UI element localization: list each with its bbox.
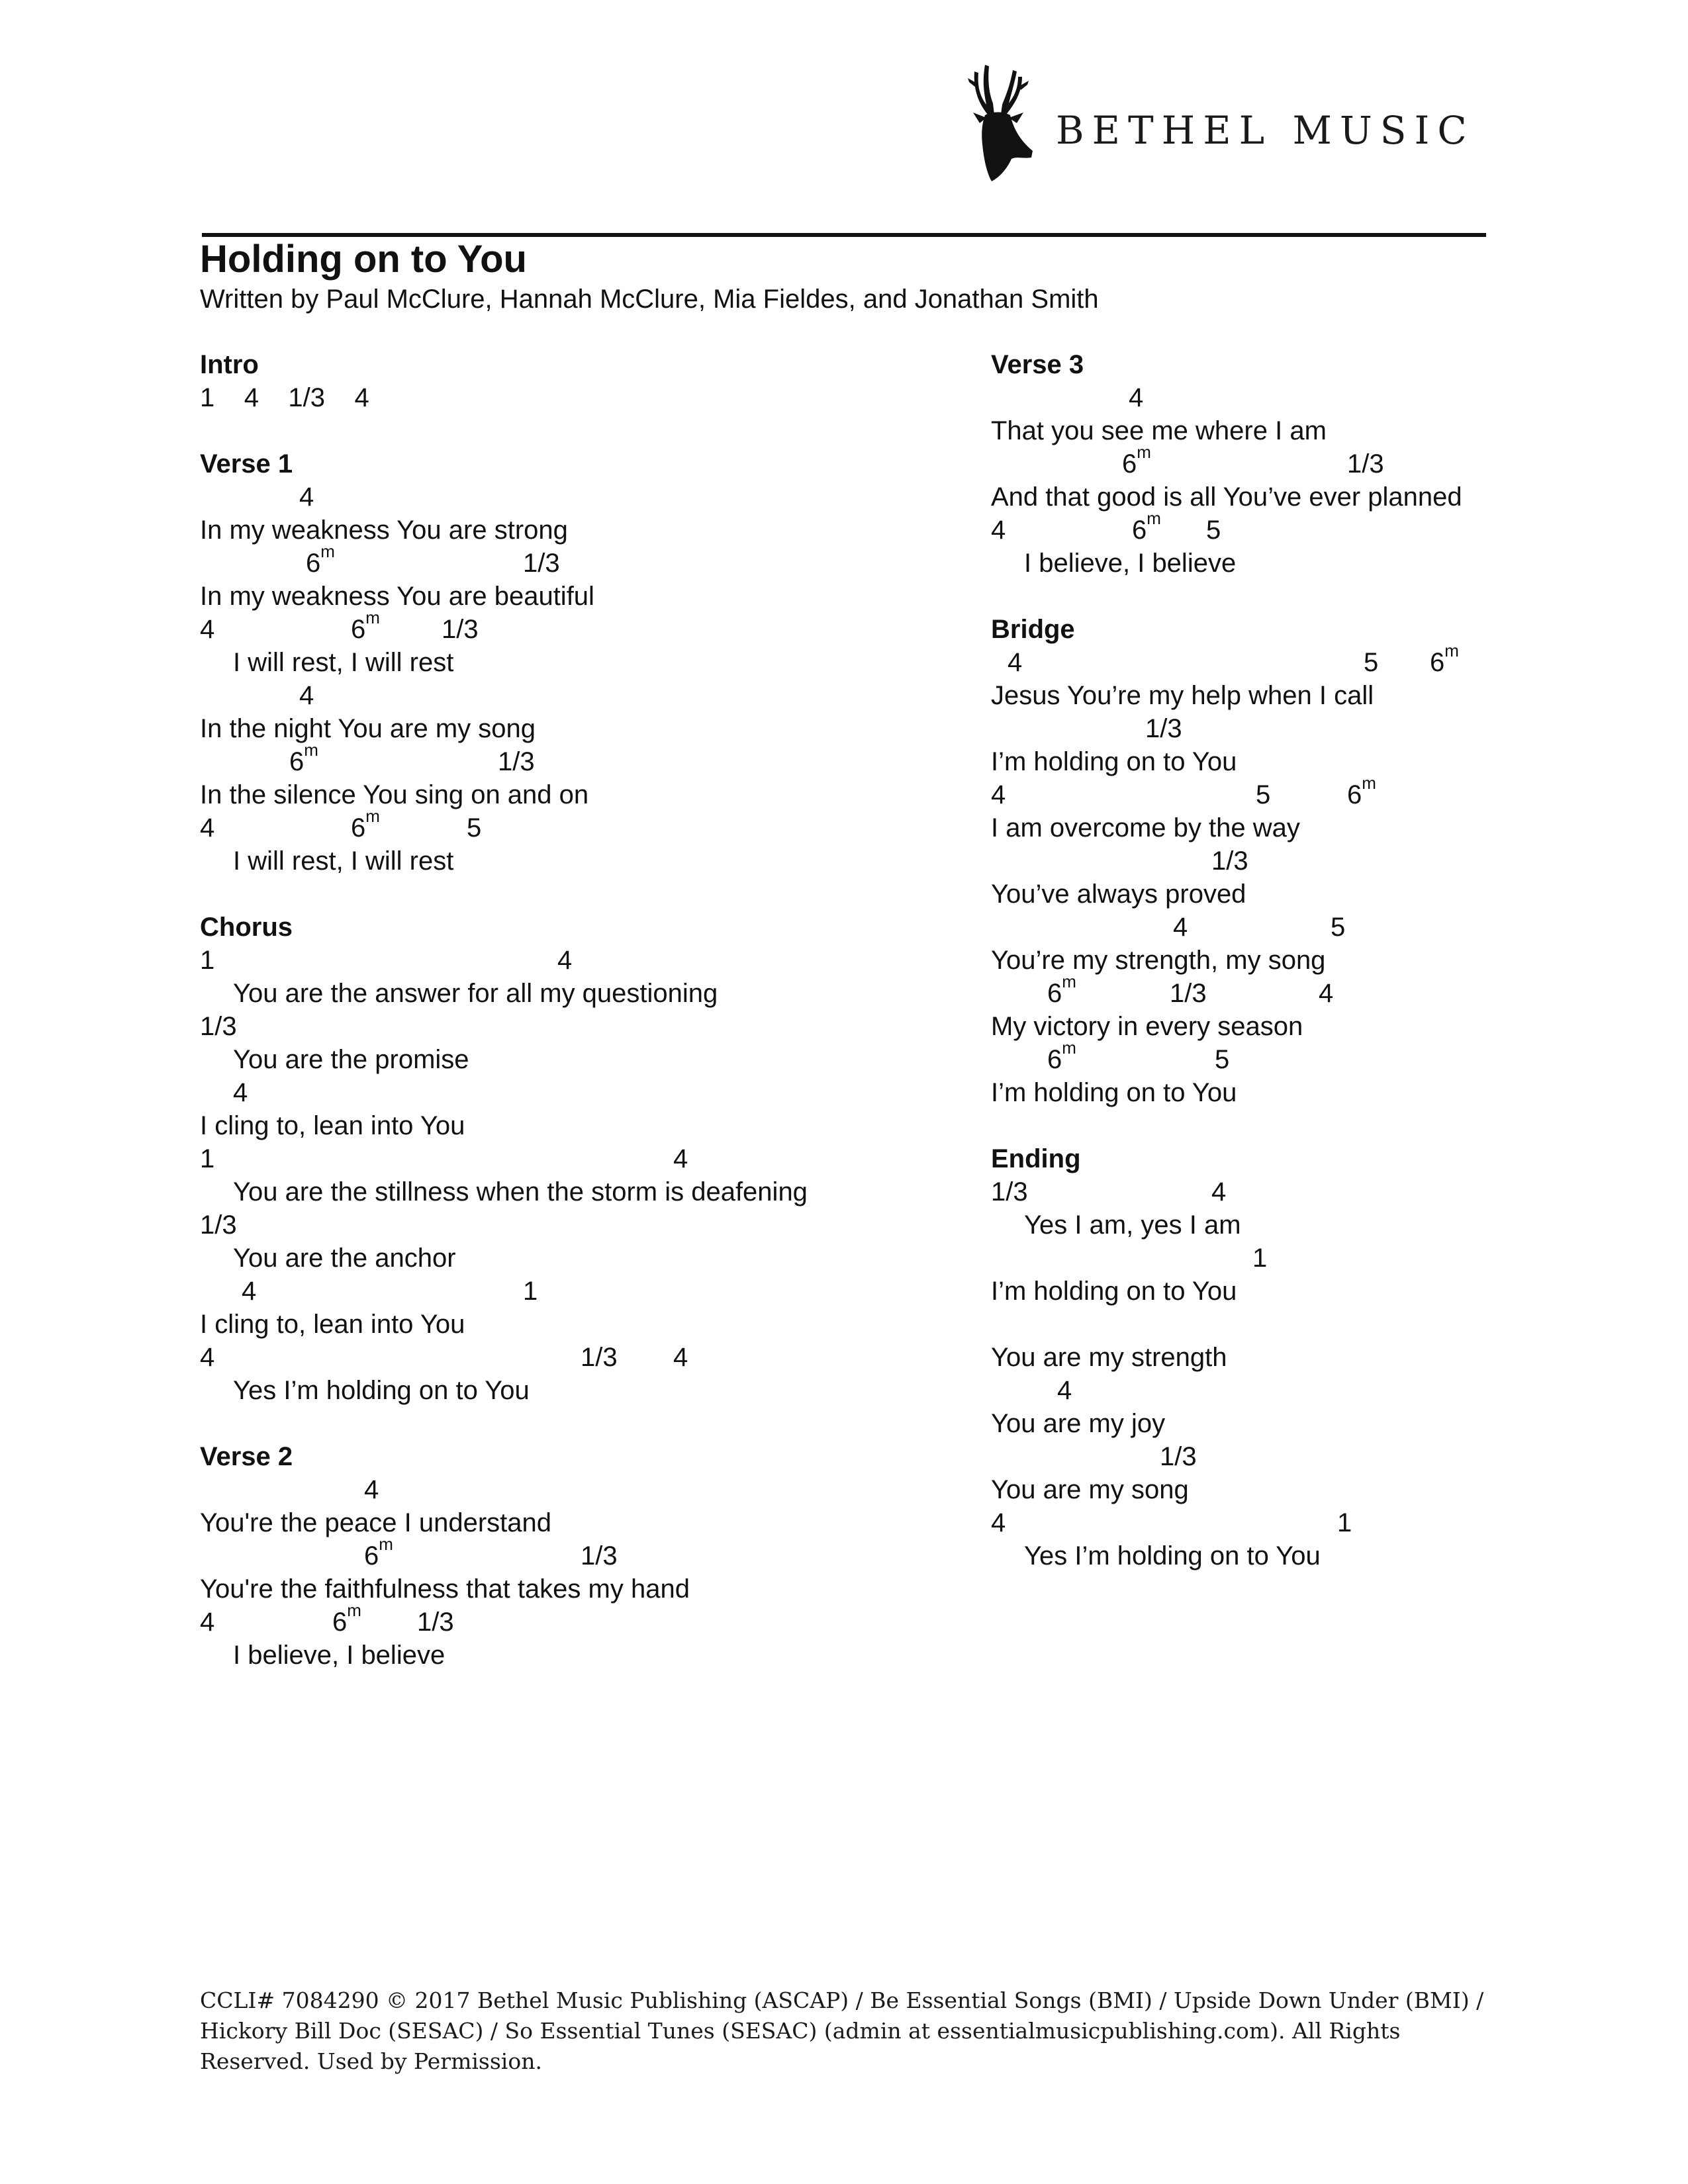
- lyric-line: You are my joy: [991, 1409, 1166, 1438]
- chord: 1/3: [523, 549, 560, 578]
- minor-mark: m: [1062, 1038, 1076, 1058]
- minor-mark: m: [1444, 641, 1459, 660]
- chord: 4: [1211, 1177, 1227, 1206]
- lyric-line: You're the faithfulness that takes my hand: [200, 1574, 690, 1604]
- chord: 4: [1057, 1376, 1072, 1405]
- chord: 1/3: [1347, 449, 1384, 478]
- chord: 4: [364, 1475, 379, 1504]
- lyric-line: I’m holding on to You: [991, 747, 1237, 776]
- chord: 1/3: [1160, 1442, 1197, 1471]
- minor-mark: m: [1062, 972, 1076, 991]
- chord: 1/3: [1170, 979, 1207, 1008]
- chord: 6$^m$: [1132, 508, 1161, 545]
- chord: 6$^m$: [289, 740, 318, 776]
- intro-chords: 1 4 1/3 4: [200, 383, 369, 412]
- minor-mark: m: [365, 608, 380, 627]
- lyric-line: You are the stillness when the storm is deafening: [233, 1177, 808, 1206]
- minor-mark: m: [379, 1534, 393, 1554]
- chord: 6$^m$: [351, 806, 380, 842]
- section-heading-ending: Ending: [991, 1144, 1081, 1173]
- chord: 4: [200, 813, 215, 842]
- lyric-line: I will rest, I will rest: [233, 648, 454, 677]
- lyric-line: I will rest, I will rest: [233, 846, 454, 876]
- lyric-line: And that good is all You’ve ever planned: [991, 482, 1462, 512]
- chord: 4: [299, 681, 314, 710]
- chord: 6$^m$: [1122, 442, 1151, 478]
- lyric-line: Yes I’m holding on to You: [1024, 1541, 1321, 1570]
- chord: 6$^m$: [306, 541, 335, 578]
- minor-mark: m: [347, 1600, 361, 1620]
- lyric-line: You're the peace I understand: [200, 1508, 552, 1537]
- minor-mark: m: [1137, 442, 1151, 462]
- chord: 4: [557, 946, 573, 975]
- chord: 4: [200, 1608, 215, 1637]
- chord: 5: [1215, 1045, 1230, 1074]
- lyric-line: I’m holding on to You: [991, 1078, 1237, 1107]
- chord: 1/3: [417, 1608, 454, 1637]
- chord: 5: [1256, 780, 1271, 809]
- song-credits: Written by Paul McClure, Hannah McClure, Mia Fieldes, and Jonathan Smith: [200, 285, 1099, 314]
- chord: 1/3: [200, 1210, 237, 1240]
- minor-mark: m: [1362, 773, 1376, 793]
- lyric-line: I am overcome by the way: [991, 813, 1300, 842]
- chord: 1/3: [991, 1177, 1028, 1206]
- section-heading-bridge: Bridge: [991, 615, 1075, 644]
- chord: 1/3: [1145, 714, 1182, 743]
- chord: 4: [1319, 979, 1334, 1008]
- chord: 6$^m$: [1347, 773, 1376, 809]
- chord: 1: [1337, 1508, 1352, 1537]
- minor-mark: m: [320, 541, 335, 561]
- minor-mark: m: [304, 740, 318, 760]
- section-heading-verse2: Verse 2: [200, 1442, 293, 1471]
- chord: 4: [242, 1277, 257, 1306]
- lyric-line: You are the anchor: [233, 1244, 456, 1273]
- chord: 5: [1364, 648, 1379, 677]
- lyric-line: You are the answer for all my questioning: [233, 979, 718, 1008]
- lyric-line: Yes I am, yes I am: [1024, 1210, 1241, 1240]
- lyric-line: You are the promise: [233, 1045, 469, 1074]
- lyric-line: In my weakness You are strong: [200, 516, 568, 545]
- chord: 1/3: [442, 615, 479, 644]
- lyric-line: I’m holding on to You: [991, 1277, 1237, 1306]
- copyright-footer: CCLI# 7084290 © 2017 Bethel Music Publishing (ASCAP) / Be Essential Songs (BMI) / Upside Down Under (BMI) / Hickory Bill Doc (SESAC) / So Essential Tunes (SESAC) (admin at essentialmusicpublishing.com). All Rights Reserved. Used by Permission.: [200, 1987, 1484, 2074]
- chord: 6$^m$: [332, 1600, 361, 1637]
- chord: 1/3: [581, 1343, 618, 1372]
- chord: 5: [1331, 913, 1346, 942]
- chord: 4: [1173, 913, 1188, 942]
- chord: 4: [200, 615, 215, 644]
- chord: 1: [523, 1277, 538, 1306]
- chord: 4: [1008, 648, 1023, 677]
- lyric-line: My victory in every season: [991, 1012, 1303, 1041]
- chord: 1: [1252, 1244, 1268, 1273]
- chord: 1: [200, 946, 215, 975]
- lyric-line: I believe, I believe: [233, 1641, 445, 1670]
- section-heading-intro: Intro: [200, 350, 259, 379]
- chord: 1/3: [1211, 846, 1248, 876]
- chord: 6$^m$: [1047, 972, 1076, 1008]
- chord: 1: [200, 1144, 215, 1173]
- lyric-line: You’ve always proved: [991, 880, 1246, 909]
- lyric-line: Jesus You’re my help when I call: [991, 681, 1374, 710]
- lyric-line: I cling to, lean into You: [200, 1310, 465, 1339]
- section-heading-chorus: Chorus: [200, 913, 293, 942]
- lyric-line: In my weakness You are beautiful: [200, 582, 594, 611]
- chord: 1/3: [498, 747, 535, 776]
- lyric-line: In the silence You sing on and on: [200, 780, 589, 809]
- chord: 4: [991, 516, 1006, 545]
- chord: 5: [467, 813, 482, 842]
- chord: 4: [1129, 383, 1144, 412]
- chord: 4: [991, 780, 1006, 809]
- stag-head-icon: [953, 52, 1039, 184]
- chord: 5: [1206, 516, 1221, 545]
- section-heading-verse3: Verse 3: [991, 350, 1084, 379]
- section-heading-verse1: Verse 1: [200, 449, 293, 478]
- brand-name: BETHEL MUSIC: [1056, 108, 1475, 153]
- bethel-music-logo: [953, 52, 1483, 184]
- chord: 4: [299, 482, 314, 512]
- chord: 4: [673, 1343, 688, 1372]
- lyric-line: You are my strength: [991, 1343, 1227, 1372]
- chord: 6$^m$: [1047, 1038, 1076, 1074]
- lyric-line: I cling to, lean into You: [200, 1111, 465, 1140]
- lyric-line: That you see me where I am: [991, 416, 1327, 445]
- song-title: Holding on to You: [200, 238, 527, 281]
- chord: 6$^m$: [1430, 641, 1459, 677]
- chord: 1/3: [200, 1012, 237, 1041]
- lyric-line: In the night You are my song: [200, 714, 536, 743]
- lyric-line: I believe, I believe: [1024, 549, 1237, 578]
- chord: 4: [673, 1144, 688, 1173]
- minor-mark: m: [1147, 508, 1161, 528]
- chord: 4: [233, 1078, 248, 1107]
- chord: 1/3: [581, 1541, 618, 1570]
- chord: 6$^m$: [364, 1534, 393, 1570]
- chord: 4: [200, 1343, 215, 1372]
- minor-mark: m: [365, 806, 380, 826]
- chord: 4: [991, 1508, 1006, 1537]
- lyric-line: You’re my strength, my song: [991, 946, 1326, 975]
- chord: 6$^m$: [351, 608, 380, 644]
- lyric-line: Yes I’m holding on to You: [233, 1376, 530, 1405]
- lyric-line: You are my song: [991, 1475, 1189, 1504]
